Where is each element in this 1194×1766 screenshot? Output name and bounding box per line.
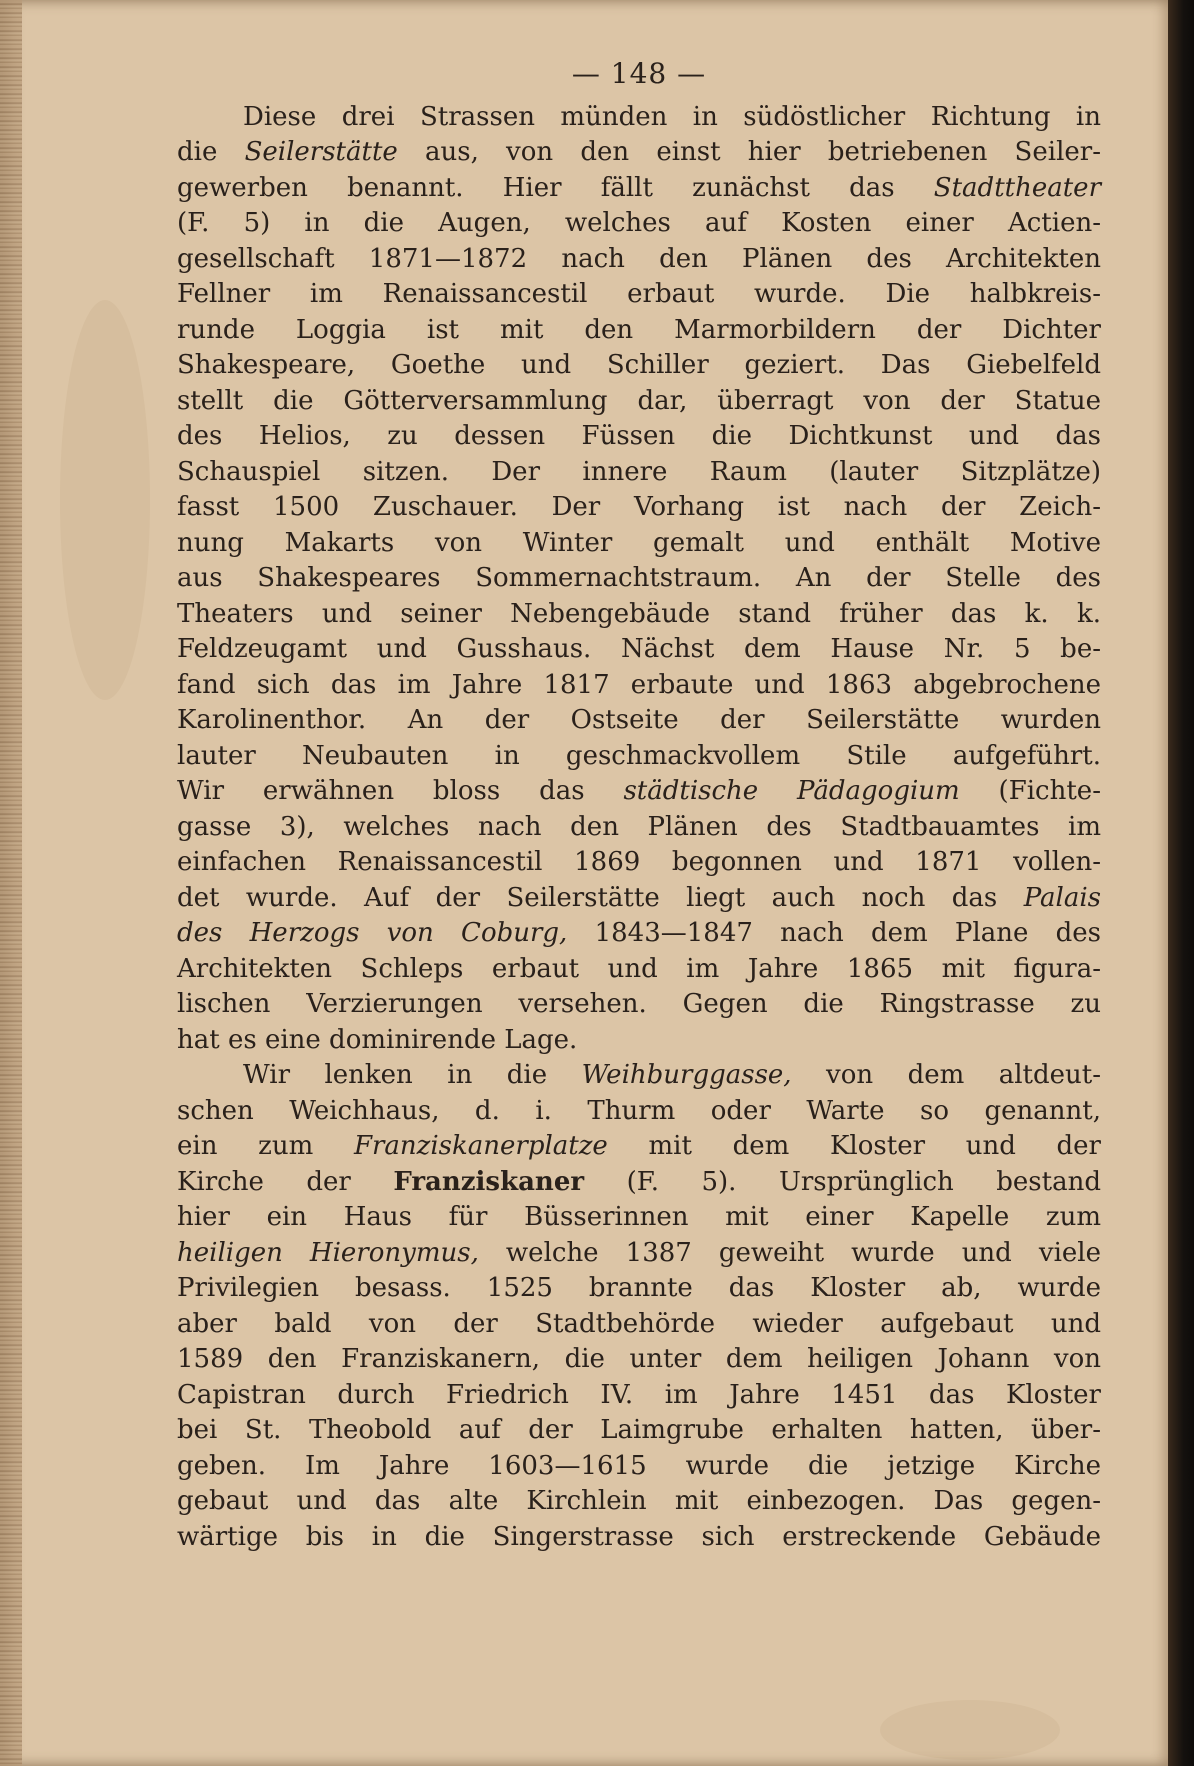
- text-line: Kirche der Franziskaner (F. 5). Ursprünglich bestand: [177, 1166, 1101, 1197]
- text-line: Karolinenthor. An der Ostseite der Seilerstätte wurden: [177, 705, 1101, 735]
- text-line: Privilegien besass. 1525 brannte das Kloster ab, wurde: [177, 1273, 1101, 1303]
- place-name-franziskanerplatz: Franziskanerplatze: [353, 1131, 608, 1161]
- text-line: det wurde. Auf der Seilerstätte liegt auch noch das Palais: [177, 882, 1101, 913]
- text-line: (F. 5) in die Augen, welches auf Kosten einer Actien-: [177, 208, 1101, 238]
- text-line: Schauspiel sitzen. Der innere Raum (lauter Sitzplätze): [177, 456, 1101, 487]
- page-text: [177, 56, 1101, 1555]
- text-line: fand sich das im Jahre 1817 erbaute und 1863 abgebrochene: [177, 669, 1101, 700]
- church-name-franziskaner: Franziskaner: [393, 1166, 585, 1197]
- saint-name-hieronymus: heiligen Hieronymus,: [177, 1237, 479, 1268]
- building-name-paedagogium: städtische Pädagogium: [623, 776, 960, 806]
- text-line: Architekten Schleps erbaut und im Jahre 1865 mit figura-: [177, 953, 1101, 984]
- next-page-edge: [1168, 0, 1194, 1766]
- text-line: Wir lenken in die Weihburggasse, von dem altdeut-: [243, 1060, 1101, 1090]
- text-line: gewerben benannt. Hier fällt zunächst das Stadttheater: [177, 172, 1101, 203]
- text-line: Feldzeugamt und Gusshaus. Nächst dem Hause Nr. 5 be-: [177, 634, 1101, 664]
- text-line: aber bald von der Stadtbehörde wieder aufgebaut und: [177, 1308, 1101, 1339]
- text-line: wärtige bis in die Singerstrasse sich erstreckende Gebäude: [177, 1521, 1101, 1552]
- text-line: gebaut und das alte Kirchlein mit einbezogen. Das gegen-: [177, 1486, 1101, 1516]
- text-line: ein zum Franziskanerplatze mit dem Kloster und der: [177, 1131, 1101, 1161]
- book-binding-edge: [0, 0, 22, 1766]
- text-line: lauter Neubauten in geschmackvollem Stile aufgeführt.: [177, 740, 1101, 771]
- text-line: Capistran durch Friedrich IV. im Jahre 1451 das Kloster: [177, 1379, 1101, 1410]
- text-line: fasst 1500 Zuschauer. Der Vorhang ist nach der Zeich-: [177, 492, 1101, 522]
- text-line: nung Makarts von Winter gemalt und enthält Motive: [177, 527, 1101, 558]
- text-line: gasse 3), welches nach den Plänen des Stadtbauamtes im: [177, 811, 1101, 842]
- text-line: schen Weichhaus, d. i. Thurm oder Warte so genannt,: [177, 1095, 1101, 1126]
- text-line: 1589 den Franziskanern, die unter dem heiligen Johann von: [177, 1344, 1101, 1374]
- paper-stain: [60, 300, 150, 700]
- text-line: heiligen Hieronymus, welche 1387 geweiht wurde und viele: [177, 1237, 1101, 1268]
- text-line: aus Shakespeares Sommernachtstraum. An der Stelle des: [177, 563, 1101, 593]
- building-name-stadttheater: Stadttheater: [933, 172, 1101, 203]
- street-name-seilerstaette: Seilerstätte: [244, 137, 398, 167]
- building-name-palais: Palais: [1023, 882, 1101, 913]
- text-line: runde Loggia ist mit den Marmorbildern der Dichter: [177, 314, 1101, 345]
- text-line: lischen Verzierungen versehen. Gegen die Ringstrasse zu: [177, 989, 1101, 1019]
- text-line: stellt die Götterversammlung dar, überragt von der Statue: [177, 385, 1101, 416]
- text-line: einfachen Renaissancestil 1869 begonnen und 1871 vollen-: [177, 847, 1101, 877]
- text-line: hat es eine dominirende Lage.: [177, 1024, 578, 1055]
- street-name-weihburggasse: Weihburggasse,: [581, 1060, 792, 1090]
- text-line: die Seilerstätte aus, von den einst hier betriebenen Seiler-: [177, 137, 1101, 167]
- paper-stain: [880, 1700, 1060, 1760]
- text-line: Wir erwähnen bloss das städtische Pädagogium (Fichte-: [177, 776, 1101, 806]
- page-number: — 148 —: [571, 57, 707, 90]
- text-line: des Helios, zu dessen Füssen die Dichtkunst und das: [177, 421, 1101, 451]
- text-line: Theaters und seiner Nebengebäude stand früher das k. k.: [177, 598, 1101, 629]
- text-line: Fellner im Renaissancestil erbaut wurde. Die halbkreis-: [177, 279, 1101, 309]
- text-line: des Herzogs von Coburg, 1843—1847 nach dem Plane des: [177, 918, 1101, 948]
- text-line: Diese drei Strassen münden in südöstlicher Richtung in: [243, 101, 1101, 132]
- text-line: gesellschaft 1871—1872 nach den Plänen des Architekten: [177, 243, 1101, 274]
- building-name-coburg: des Herzogs von Coburg,: [177, 918, 568, 948]
- text-line: geben. Im Jahre 1603—1615 wurde die jetzige Kirche: [177, 1450, 1101, 1481]
- text-line: Shakespeare, Goethe und Schiller geziert. Das Giebelfeld: [177, 350, 1101, 380]
- text-line: bei St. Theobold auf der Laimgrube erhalten hatten, über-: [177, 1415, 1101, 1445]
- text-line: hier ein Haus für Büsserinnen mit einer Kapelle zum: [177, 1202, 1101, 1232]
